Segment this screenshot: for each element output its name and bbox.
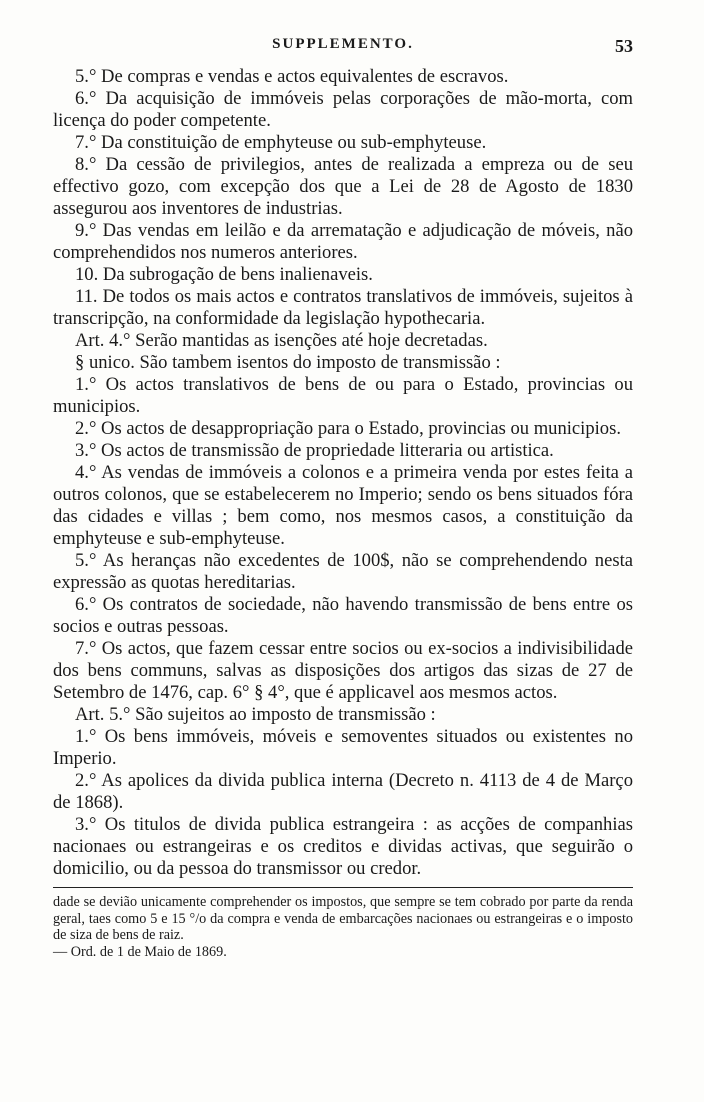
article-heading: Art. 4.° Serão mantidas as isenções até hoje decretadas.	[75, 330, 488, 351]
paragraph: 3.° Os titulos de divida publica estrangeira : as acções de companhias nacionaes ou estrangeiras e os creditos e dividas activas, que seguirão o domicilio, ou da pessoa do transmissor ou credor.	[53, 814, 633, 879]
paragraph: 11. De todos os mais actos e contratos translativos de immóveis, sujeitos à transcripção, na conformidade da legislação hypothecaria.	[53, 286, 633, 329]
running-title: SUPPLEMENTO.	[272, 36, 414, 52]
paragraph: 3.° Os actos de transmissão de propriedade litteraria ou artistica.	[75, 440, 554, 461]
footnote	[53, 894, 633, 960]
paragraph: 10. Da subrogação de bens inalienaveis.	[75, 264, 373, 285]
paragraph: 7.° Da constituição de emphyteuse ou sub-emphyteuse.	[75, 132, 487, 153]
paragraph: 5.° De compras e vendas e actos equivalentes de escravos.	[75, 66, 509, 87]
page-number: 53	[615, 36, 633, 56]
footnote-divider	[53, 887, 633, 888]
paragraph: 6.° Os contratos de sociedade, não havendo transmissão de bens entre os socios e outras pessoas.	[53, 594, 633, 637]
footnote-citation: — Ord. de 1 de Maio de 1869.	[53, 943, 227, 960]
paragraph: 5.° As heranças não excedentes de 100$, não se comprehendendo nesta expressão as quotas hereditarias.	[53, 550, 633, 593]
footnote-text: dade se devião unicamente comprehender os impostos, que sempre se tem cobrado por parte da renda geral, taes como 5 e 15 °/o da compra e venda de embarcações nacionaes ou estrangeiras e o imposto de siza de bens de raiz.	[53, 894, 633, 943]
paragraph: 9.° Das vendas em leilão e da arrematação e adjudicação de móveis, não comprehendidos nos numeros anteriores.	[53, 220, 633, 263]
paragraph: 1.° Os actos translativos de bens de ou para o Estado, provincias ou municipios.	[53, 374, 633, 417]
article-heading: Art. 5.° São sujeitos ao imposto de transmissão :	[75, 704, 436, 725]
page	[53, 36, 633, 960]
paragraph: 7.° Os actos, que fazem cessar entre socios ou ex-socios a indivisibilidade dos bens communs, salvas as disposições dos artigos das sizas de 27 de Setembro de 1476, cap. 6° § 4°, que é applicavel aos mesmos actos.	[53, 638, 633, 703]
running-header	[53, 36, 633, 66]
paragraph: 2.° As apolices da divida publica interna (Decreto n. 4113 de 4 de Março de 1868).	[53, 770, 633, 813]
paragraph: 2.° Os actos de desappropriação para o Estado, provincias ou municipios.	[75, 418, 621, 439]
paragraph: 8.° Da cessão de privilegios, antes de realizada a empreza ou de seu effectivo gozo, com excepção dos que a Lei de 28 de Agosto de 1830 assegurou aos inventores de industrias.	[53, 154, 633, 219]
paragraph: § unico. São tambem isentos do imposto de transmissão :	[75, 352, 501, 373]
paragraph: 4.° As vendas de immóveis a colonos e a primeira venda por estes feita a outros colonos, que se estabelecerem no Imperio; sendo os bens situados fóra das cidades e villas ; bem como, nos mesmos casos, a constituição da emphyteuse e sub-emphyteuse.	[53, 462, 633, 549]
main-text	[53, 66, 633, 880]
paragraph: 1.° Os bens immóveis, móveis e semoventes situados ou existentes no Imperio.	[53, 726, 633, 769]
paragraph: 6.° Da acquisição de immóveis pelas corporações de mão-morta, com licença do poder competente.	[53, 88, 633, 131]
